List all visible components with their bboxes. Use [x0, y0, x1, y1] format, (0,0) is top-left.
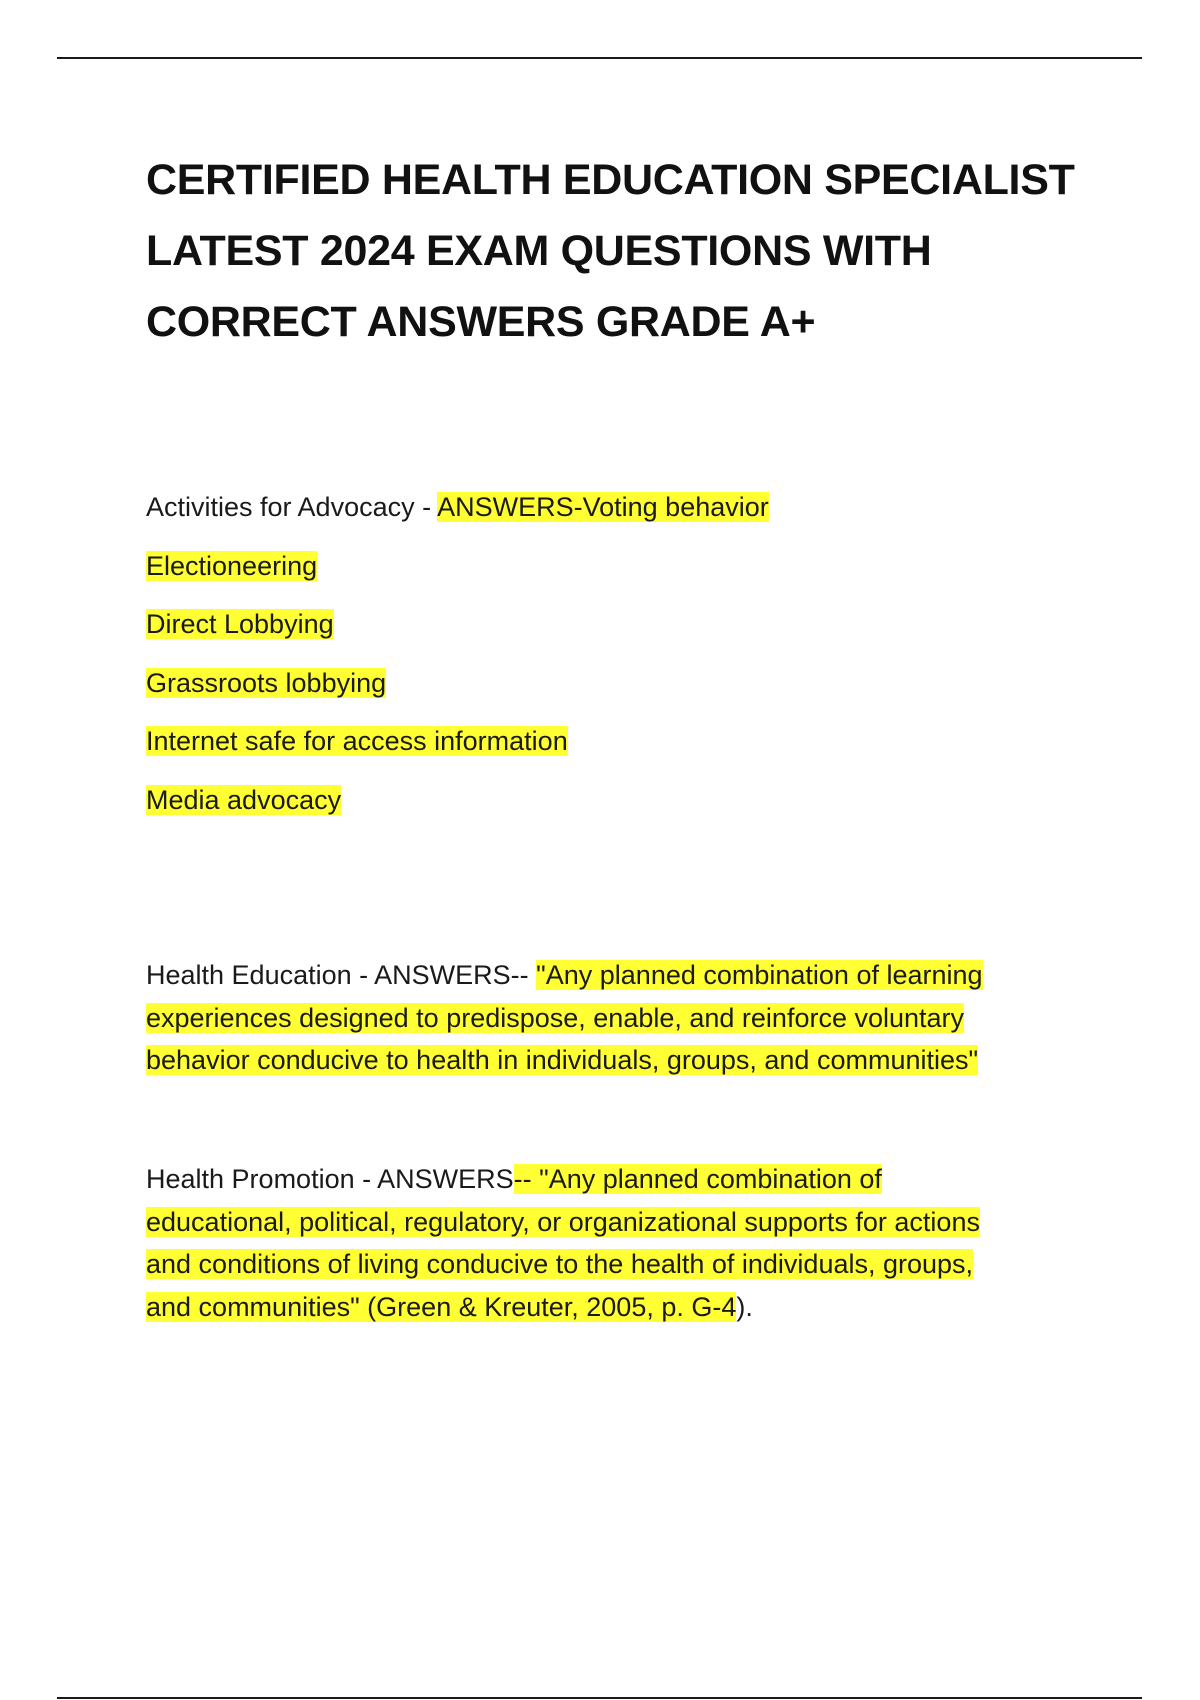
advocacy-answer-text: Internet safe for access information [146, 726, 568, 756]
health-education-term: Health Education - ANSWERS-- [146, 960, 537, 990]
top-rule [57, 57, 1142, 59]
advocacy-term: Activities for Advocacy - [146, 492, 438, 522]
health-promotion-answer-highlight: and communities" (Green & Kreuter, 2005, p. G-4 [146, 1291, 737, 1322]
health-education-line [146, 997, 1106, 1040]
advocacy-answer-item [146, 605, 769, 664]
health-education-answer-highlight: "Any planned combination of learning [536, 960, 983, 990]
title-line: LATEST 2024 EXAM QUESTIONS WITH [146, 227, 932, 275]
advocacy-answer-text: Grassroots lobbying [146, 667, 387, 698]
health-education-answer-highlight: experiences designed to predispose, enable, and reinforce voluntary [146, 1002, 965, 1033]
title-line: CORRECT ANSWERS GRADE A+ [146, 298, 816, 346]
health-promotion-answer-highlight: and conditions of living conducive to the health of individuals, groups, [146, 1249, 974, 1279]
advocacy-answer-item [146, 781, 769, 840]
advocacy-answer-text: Media advocacy [146, 784, 342, 815]
advocacy-answer-highlight: ANSWERS-Voting behavior [437, 492, 769, 522]
title-line: CERTIFIED HEALTH EDUCATION SPECIALIST [146, 156, 1075, 204]
health-promotion-line [146, 1243, 1106, 1286]
health-promotion-answer-highlight: educational, political, regulatory, or organizational supports for actions [146, 1206, 980, 1237]
health-promotion-term: Health Promotion - ANSWERS [146, 1164, 514, 1194]
advocacy-answer-text: Electioneering [146, 550, 318, 581]
health-education-question [146, 954, 1106, 1082]
health-education-line [146, 954, 1106, 997]
advocacy-answer-item [146, 664, 769, 723]
health-promotion-answer-highlight: -- "Any planned combination of [513, 1164, 882, 1194]
health-education-answer-highlight: behavior conducive to health in individuals, groups, and communities" [146, 1045, 979, 1075]
health-promotion-line [146, 1286, 1106, 1329]
advocacy-answer-item [146, 722, 769, 781]
health-promotion-question [146, 1158, 1106, 1328]
health-promotion-line [146, 1201, 1106, 1244]
advocacy-answer-item [146, 547, 769, 606]
health-promotion-line [146, 1158, 1106, 1201]
advocacy-question [146, 488, 769, 839]
health-promotion-trailing: ). [736, 1291, 753, 1322]
health-education-line [146, 1039, 1106, 1082]
advocacy-first-line [146, 488, 769, 547]
document-title [146, 145, 1106, 358]
advocacy-answer-text: Direct Lobbying [146, 609, 334, 639]
bottom-rule [57, 1697, 1142, 1699]
